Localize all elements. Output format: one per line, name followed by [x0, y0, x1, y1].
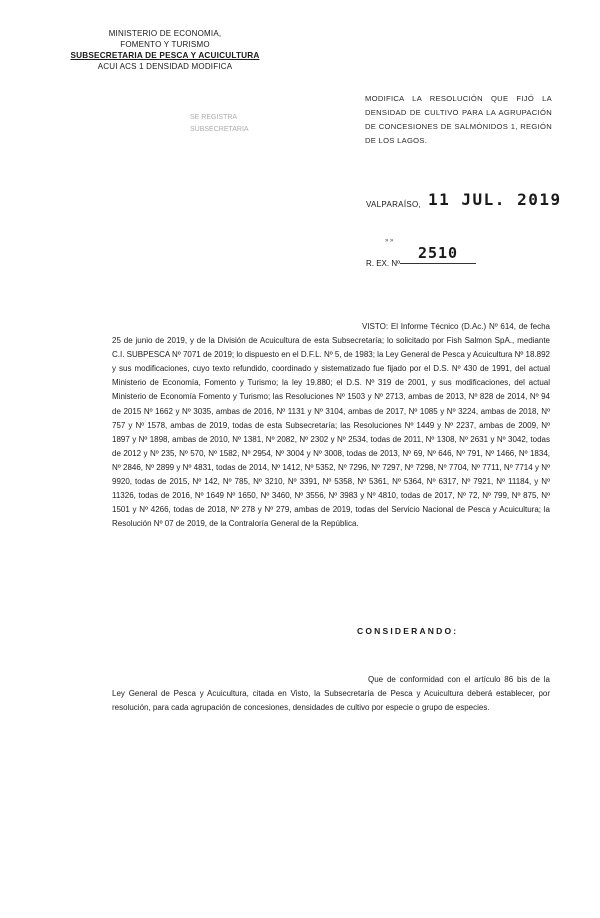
subsecretaria-line: SUBSECRETARIA DE PESCA Y ACUICULTURA: [70, 51, 260, 60]
issuer-header: [60, 28, 270, 72]
resolution-number: 2510: [400, 244, 476, 264]
reference-code: ACUI ACS 1 DENSIDAD MODIFICA: [97, 62, 233, 71]
ministry-subline: FOMENTO Y TURISMO: [120, 40, 210, 49]
considerando-heading: CONSIDERANDO:: [357, 626, 459, 636]
place-label: VALPARAÍSO,: [366, 200, 422, 209]
stamp-line-2: SUBSECRETARIA: [190, 126, 249, 133]
date-stamp: 11 JUL. 2019: [428, 190, 562, 209]
visto-paragraph: VISTO: El Informe Técnico (D.Ac.) Nº 614, de fecha 25 de junio de 2019, y de la División de Acuicultura de esta Subsecretaría; lo solicitado por Fish Salmon SpA., mediante C.I. SUBPESCA Nº 7071 de 2019; lo dispuesto en el D.F.L. Nº 5, de 1983; la Ley General de Pesca y Acuicultura Nº 18.892 y sus modificaciones, cuyo texto refundido, coordinado y sistematizado fue fijado por el D.S. Nº 430 de 1991, del actual Ministerio de Economía, Fomento y Turismo; la ley 19.880; el D.S. Nº 319 de 2001, y sus modificaciones, del actual Ministerio de Economía Fomento y Turismo; las Resoluciones Nº 1503 y Nº 2713, ambas de 2013, Nº 828 de 2014, Nº 94 de 2015 Nº 1662 y Nº 3035, ambas de 2016, Nº 1131 y Nº 3104, ambas de 2017, Nº 1085 y Nº 3224, ambas de 2018, Nº 757 y Nº 1578, ambas de 2019, todas de esta Subsecretaría; las Resoluciones Nº 1449 y Nº 2237, ambas de 2009, Nº 1897 y Nº 1898, ambas de 2010, Nº 1381, Nº 2082, Nº 2302 y Nº 2534, todas de 2011, Nº 1308, Nº 2631 y Nº 3042, todas de 2012 y Nº 235, Nº 570, Nº 1582, Nº 2954, Nº 3004 y Nº 3008, todas de 2013, Nº 69, Nº 646, Nº 791, Nº 1466, Nº 1834, Nº 2846, Nº 2899 y Nº 4831, todas de 2014, Nº 1412, Nº 5352, Nº 7296, Nº 7297, Nº 7298, Nº 7704, Nº 7711, Nº 7714 y Nº 9920, todas de 2015, Nº 142, Nº 785, Nº 3210, Nº 3391, Nº 5358, Nº 5361, Nº 5364, Nº 6317, Nº 7921, Nº 11184, y Nº 11326, todas de 2016, Nº 1649 Nº 1650, Nº 3460, Nº 3556, Nº 3983 y Nº 4810, todas de 2017, Nº 72, Nº 799, Nº 875, Nº 1501 y Nº 4266, todas de 2018, Nº 278 y Nº 279, ambas de 2019, todas del Servicio Nacional de Pesca y Acuicultura; la Resolución Nº 07 de 2019, de la Contraloría General de la República.: [112, 322, 550, 529]
stamp-line-1: SE REGISTRA: [190, 114, 238, 121]
rex-label: R. EX. Nº: [366, 259, 401, 268]
ministry-line: MINISTERIO DE ECONOMIA,: [108, 29, 222, 38]
rex-mark: » »: [385, 238, 394, 244]
considerando-paragraph: Que de conformidad con el artículo 86 bis de la Ley General de Pesca y Acuicultura, citada en Visto, la Subsecretaría de Pesca y Acuicultura deberá establecer, por resolución, para cada agrupación de concesiones, densidades de cultivo por especie o grupo de especies.: [112, 675, 550, 713]
resolution-summary: MODIFICA LA RESOLUCIÓN QUE FIJÓ LA DENSIDAD DE CULTIVO PARA LA AGRUPACIÓN DE CONCESIONES DE SALMÓNIDOS 1, REGIÓN DE LOS LAGOS.: [365, 94, 552, 145]
registry-stamp: [190, 112, 250, 136]
